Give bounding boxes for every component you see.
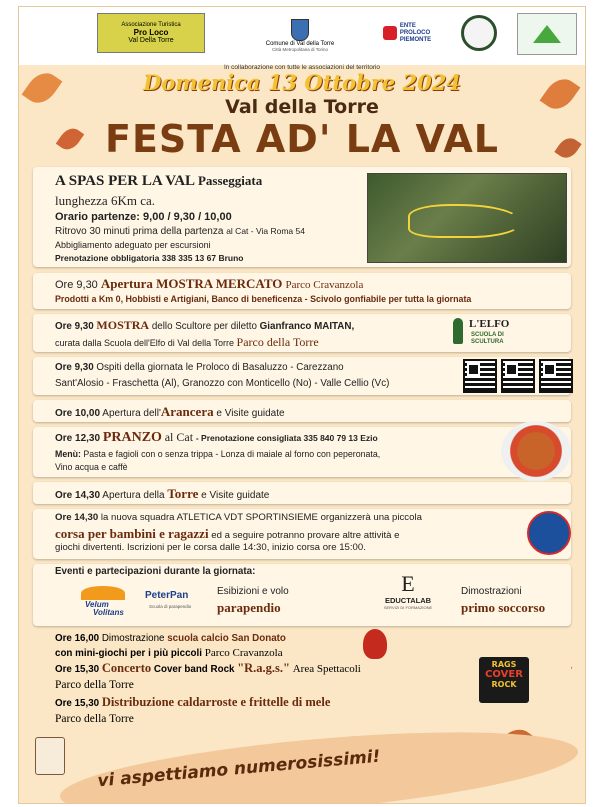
proloco-logo [97,13,205,53]
rags-logo [479,657,529,703]
collaboration-note: In collaborazione con tutte le associazioni del territorio [223,64,381,71]
football-line2: con mini-giochi per i più piccoli Parco Cravanzola [55,647,283,659]
walk-section [33,167,571,267]
para-line1: Esibizioni e volo [217,586,289,597]
atletica-badge-icon [527,511,571,555]
mountain-icon [533,25,561,43]
events-heading: Eventi e partecipazioni durante la giornata: [55,566,256,577]
peterpan-logo [141,586,201,616]
walk-booking: Prenotazione obbligatoria 338 335 13 67 Bruno [55,253,244,263]
proloco-assoc: Associazione Turistica [121,22,181,28]
eductalab-name: EDUCTALAB [384,596,432,605]
ente-line2: PROLOCO [399,29,431,36]
route-line [408,204,522,238]
concert-place: Parco della Torre [55,679,134,691]
event-poster [18,6,586,804]
association-seal-icon [461,15,497,51]
concert-line1: Ore 15,30 Concerto Cover band Rock "R.a.g.s." Area Spettacoli [55,661,361,675]
lunch-menu2: Vino acqua e caffè [55,462,128,472]
eductalab-logo [373,572,443,618]
velum-name1: Velum [85,600,109,609]
coat-of-arms-icon [291,19,309,41]
san-donato-badge-icon [363,629,387,659]
lunch-menu: Menù: Pasta e fagioli con o senza trippa - Lonza di maiale al forno con peperonata, [55,449,381,459]
qr-code-icon [501,359,535,393]
market-header: Ore 9,30 Apertura MOSTRA MERCATO Parco Cravanzola [55,276,364,291]
football-line1: Ore 16,00 Dimostrazione scuola calcio San Donato [55,633,286,644]
qr-code-icon [463,359,497,393]
expo-section [33,314,571,352]
event-place: Val della Torre [225,96,379,118]
expo-line2: curata dalla Scuola dell'Elfo di Val della Torre Parco della Torre [55,335,319,349]
comune-logo [255,13,345,57]
qr-code-icon [539,359,573,393]
guests-line2: Sant'Alosio - Fraschetta (Al), Granozzo con Monticello (No) - Valle Cellio (Vc) [55,378,390,389]
rags-line2: COVER [485,669,523,680]
comune-name: Comune di Val della Torre [265,40,335,47]
eductalab-sub: SERVIZI DI FORMAZIONE [383,605,433,610]
afternoon-section [33,631,571,727]
comune-sub: Città Metropolitana di Torino [272,46,328,52]
tower-line: Ore 14,30 Apertura della Torre e Visite guidate [55,486,270,501]
ente-line3: PIEMONTE [399,36,432,43]
event-title: FESTA AD' LA VAL [104,117,499,161]
walk-title: A SPAS PER LA VAL Passeggiata [55,173,263,189]
rags-line1: RAGS [491,660,517,669]
aid-line1: Dimostrazioni [461,586,522,597]
regional-logo [517,13,577,55]
aid-line2: primo soccorso [461,600,546,615]
race-section [33,509,571,559]
walk-length: lunghezza 6Km ca. [55,193,155,208]
elf-icon [453,318,463,344]
race-line3: giochi divertenti. Iscrizioni per le corsa dalle 14:30, inizio corsa ore 15:00. [55,542,366,553]
logos-bar [19,7,585,65]
market-desc: Prodotti a Km 0, Hobbisti e Artigiani, Banco di beneficenza - Scivolo gonfiabile per tutta la giornata [55,294,472,304]
arancera-section [33,400,571,422]
closing-slogan: vi aspettiamo numerosissimi! [96,746,382,792]
proloco-name: Pro Loco [133,28,169,37]
proloco-sub: Val Della Torre [128,37,174,44]
arancera-line: Ore 10,00 Apertura dell'Arancera e Visite guidate [55,404,285,419]
food-dish-icon [501,421,571,481]
paraglider-icon [81,586,125,600]
elfo-sub1: SCUOLA DI [471,332,504,338]
events-section [33,564,571,626]
elfo-sub2: SCULTURA [471,339,504,345]
peterpan-sub: Scuola di parapendio [149,604,192,609]
walk-departures: Orario partenze: 9,00 / 9,30 / 10,00 [55,211,232,223]
elfo-logo [453,316,523,350]
route-map [367,173,567,263]
guests-line1: Ore 9,30 Ospiti della giornata le Proloco di Basaluzzo - Carezzano [55,362,344,373]
walk-meet: Ritrovo 30 minuti prima della partenza al Cat - Via Roma 54 [55,226,305,237]
chestnut-place: Parco della Torre [55,713,134,725]
tower-section [33,482,571,504]
eductalab-mark-icon: E [401,571,415,596]
heart-icon [383,26,397,40]
velum-name2: Volitans [93,608,124,617]
race-line2: corsa per bambini e ragazzi ed a seguire potranno provare altre attività e [55,526,400,541]
walk-gear: Abbigliamento adeguato per escursioni [55,240,211,250]
ente-line1: ENTE [399,22,416,29]
race-line1: Ore 14,30 la nuova squadra ATLETICA VDT SPORTINSIEME organizzerà una piccola [55,512,422,523]
lunch-section [33,427,571,477]
market-section [33,273,571,309]
para-line2: parapendio [217,600,281,615]
peterpan-name: PeterPan [145,590,189,601]
guests-section [33,357,571,395]
velum-logo [75,584,135,618]
elfo-name: L'ELFO [469,318,510,330]
event-date: Domenica 13 Ottobre 2024 [143,70,461,95]
rags-line3: ROCK [491,680,517,689]
expo-line1: Ore 9,30 MOSTRA dello Scultore per diletto Gianfranco MAITAN, [55,318,355,332]
lunch-line1: Ore 12,30 PRANZO al Cat - Prenotazione consigliata 335 840 79 13 Ezio [55,430,378,445]
sponsor-mark-icon [35,737,65,775]
chestnut-line1: Ore 15,30 Distribuzione caldarroste e frittelle di mele [55,695,331,709]
ente-proloco-logo [375,19,439,47]
